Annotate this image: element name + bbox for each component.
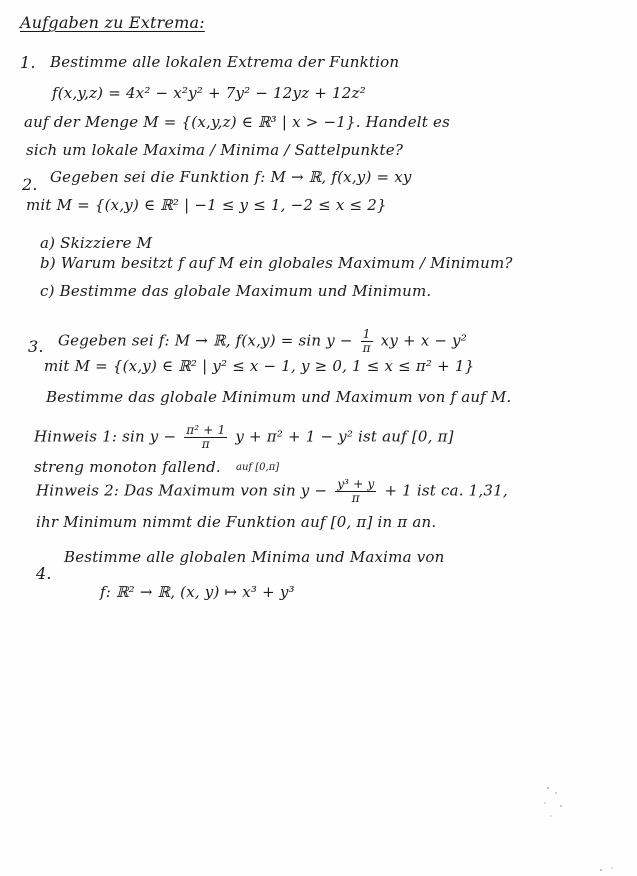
page-title: Aufgaben zu Extrema: (20, 13, 205, 32)
task2-part-b: b) Warum besitzt f auf M ein globales Maximum / Minimum? (40, 254, 513, 272)
task4-formula: f: ℝ² → ℝ, (x, y) ↦ x³ + y³ (100, 583, 295, 601)
hint1-rest: y + π² + 1 − y² ist auf [0, π] (235, 427, 454, 446)
hint2-fraction-denominator: π (351, 491, 360, 505)
task1-number: 1. (20, 53, 36, 72)
task4-number: 4. (36, 564, 52, 583)
task3-function-end: xy + x − y² (380, 331, 467, 350)
task1-domain: auf der Menge M = {(x,y,z) ∈ ℝ³ | x > −1}. Handelt es (24, 113, 450, 131)
task3-domain: mit M = {(x,y) ∈ ℝ² | y² ≤ x − 1, y ≥ 0, 1 ≤ x ≤ π² + 1} (44, 357, 475, 375)
hint1-fraction-numerator: π² + 1 (186, 423, 226, 437)
task1-instruction: Bestimme alle lokalen Extrema der Funktion (50, 53, 400, 71)
task3-function-start: Gegeben sei f: M → ℝ, f(x,y) = sin y − (58, 331, 353, 350)
task2-function: Gegeben sei die Funktion f: M → ℝ, f(x,y) = xy (50, 168, 412, 186)
task4-instruction: Bestimme alle globalen Minima und Maxima von (64, 548, 445, 566)
hint2-rest: + 1 ist ca. 1,31, (384, 481, 508, 500)
task3-fraction-numerator: 1 (361, 328, 373, 342)
task3-instruction: Bestimme das globale Minimum und Maximum von f auf M. (46, 388, 512, 406)
task2-part-a: a) Skizziere M (40, 234, 153, 252)
hint1-label: Hinweis 1: sin y − (34, 427, 177, 446)
task2-domain: mit M = {(x,y) ∈ ℝ² | −1 ≤ y ≤ 1, −2 ≤ x ≤ 2} (26, 196, 387, 214)
hint2-annotation: auf [0,π] (236, 462, 280, 473)
hint2-label: Hinweis 2: Das Maximum von sin y − (36, 481, 328, 500)
hint1-fraction-denominator: π (201, 437, 210, 451)
task2-number: 2. (22, 175, 38, 194)
task3-hint1-continued: streng monoton fallend. (34, 458, 221, 476)
task2-part-c: c) Bestimme das globale Maximum und Minimum. (40, 282, 432, 300)
hint2-fraction-numerator: y³ + y (337, 477, 375, 491)
task3-fraction-denominator: π (362, 341, 371, 355)
task3-hint2-continued: ihr Minimum nimmt die Funktion auf [0, π] in π an. (36, 513, 437, 531)
task1-formula: f(x,y,z) = 4x² − x²y² + 7y² − 12yz + 12z² (52, 84, 366, 102)
task1-question: sich um lokale Maxima / Minima / Sattelpunkte? (26, 141, 404, 159)
task3-number: 3. (28, 337, 44, 356)
